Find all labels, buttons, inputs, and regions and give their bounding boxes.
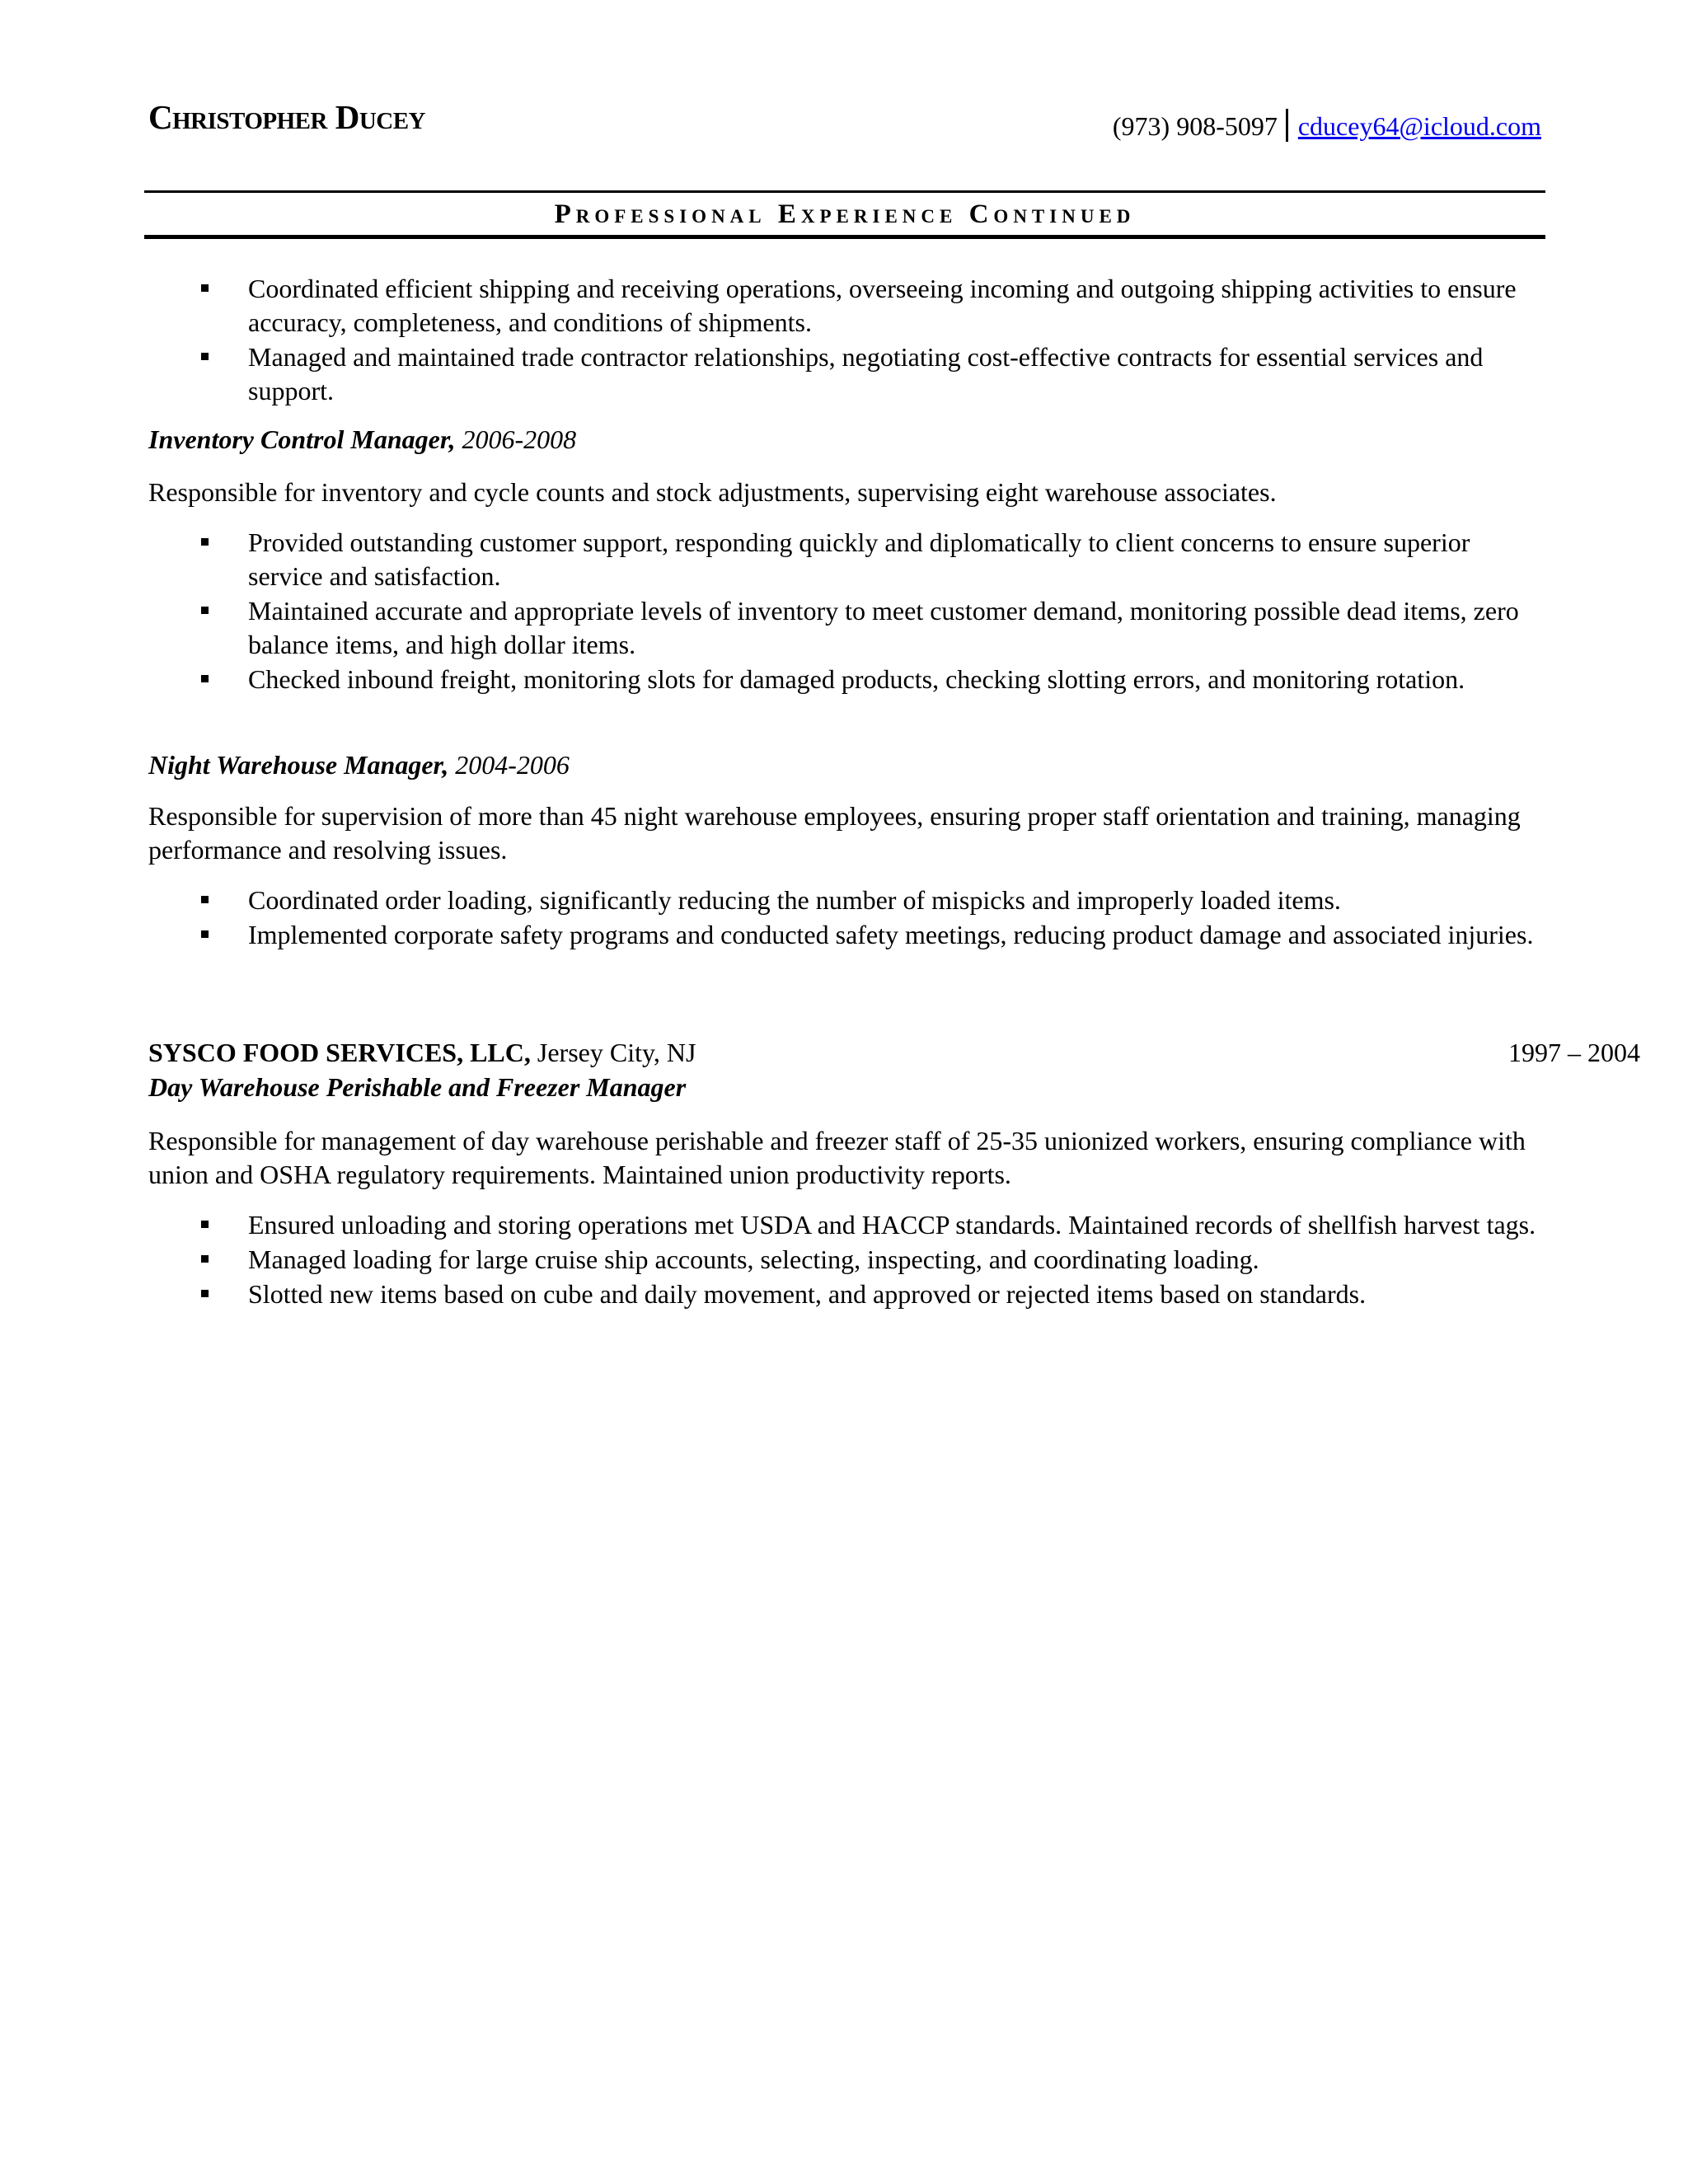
company-name: SYSCO FOOD SERVICES, LLC,: [148, 1038, 531, 1067]
bullet-text: Coordinated order loading, significantly reducing the number of mispicks and improperly loaded items.: [248, 885, 1341, 915]
bullet-icon: [201, 1290, 209, 1297]
list-item: [148, 526, 1550, 593]
contact-info: [1113, 109, 1541, 142]
bullet-text: Coordinated efficient shipping and receiving operations, overseeing incoming and outgoing shipping activities to ensure accuracy, completeness, and conditions of shipments.: [248, 274, 1517, 337]
role-name: Day Warehouse Perishable and Freezer Manager: [148, 1072, 687, 1102]
role-summary: Responsible for management of day warehouse perishable and freezer staff of 25-35 unionized workers, ensuring compliance with union and OSHA regulatory requirements. Maintained union productivity reports.: [148, 1126, 1526, 1189]
employer-line: [148, 1038, 696, 1068]
company-location: Jersey City, NJ: [537, 1038, 696, 1067]
bullet-text: Maintained accurate and appropriate levels of inventory to meet customer demand, monitoring possible dead items, zero balance items, and high dollar items.: [248, 596, 1519, 659]
bullet-icon: [201, 284, 209, 292]
contact-divider: [1286, 109, 1288, 142]
section-title: Professional Experience Continued: [554, 199, 1136, 229]
role-title: [148, 1072, 686, 1103]
bullet-text: Slotted new items based on cube and daily movement, and approved or rejected items based on standards.: [248, 1279, 1367, 1309]
bullet-icon: [201, 930, 209, 938]
bullet-text: Provided outstanding customer support, responding quickly and diplomatically to client concerns to ensure superior service and satisfaction.: [248, 527, 1470, 591]
section-rule-bottom: [144, 235, 1545, 239]
bullet-text: Implemented corporate safety programs and conducted safety meetings, reducing product damage and associated injuries.: [248, 920, 1534, 949]
bullet-text: Managed loading for large cruise ship accounts, selecting, inspecting, and coordinating loading.: [248, 1244, 1259, 1274]
role-summary: Responsible for supervision of more than 45 night warehouse employees, ensuring proper staff orientation and training, managing performance and resolving issues.: [148, 801, 1521, 865]
list-item: [148, 918, 1550, 952]
role-title: [148, 424, 576, 455]
role-dates: 2006-2008: [462, 424, 577, 454]
bullet-icon: [201, 1221, 209, 1228]
bullet-icon: [201, 1255, 209, 1263]
list-item: [148, 340, 1550, 408]
bullet-icon: [201, 675, 209, 682]
role-dates: 2004-2006: [455, 750, 570, 780]
employment-years: 1997 – 2004: [1508, 1038, 1640, 1067]
role-bullet-list: [148, 883, 1550, 953]
role-title: [148, 750, 570, 780]
list-item: [148, 1208, 1550, 1242]
bullet-icon: [201, 353, 209, 360]
bullet-text: Ensured unloading and storing operations met USDA and HACCP standards. Maintained records of shellfish harvest tags.: [248, 1210, 1536, 1240]
bullet-icon: [201, 538, 209, 546]
section-rule-top: [144, 190, 1545, 193]
role-name: Night Warehouse Manager,: [148, 750, 449, 780]
candidate-name: Christopher Ducey: [148, 98, 425, 136]
list-item: [148, 1243, 1550, 1277]
bullet-icon: [201, 896, 209, 903]
bullet-text: Checked inbound freight, monitoring slots for damaged products, checking slotting errors, and monitoring rotation.: [248, 664, 1465, 694]
role-summary: Responsible for inventory and cycle counts and stock adjustments, supervising eight warehouse associates.: [148, 477, 1277, 507]
list-item: [148, 1277, 1550, 1311]
role-bullet-list: [148, 1208, 1550, 1312]
list-item: [148, 663, 1550, 696]
list-item: [148, 272, 1550, 340]
bullet-icon: [201, 607, 209, 614]
phone-number: (973) 908-5097: [1112, 111, 1278, 141]
role-bullet-list: [148, 526, 1550, 697]
role-name: Inventory Control Manager,: [148, 424, 456, 454]
list-item: [148, 883, 1550, 917]
intro-bullet-list: [148, 272, 1550, 409]
bullet-text: Managed and maintained trade contractor relationships, negotiating cost-effective contracts for essential services and support.: [248, 342, 1484, 405]
email-link[interactable]: cducey64@icloud.com: [1297, 111, 1541, 141]
list-item: [148, 594, 1550, 662]
